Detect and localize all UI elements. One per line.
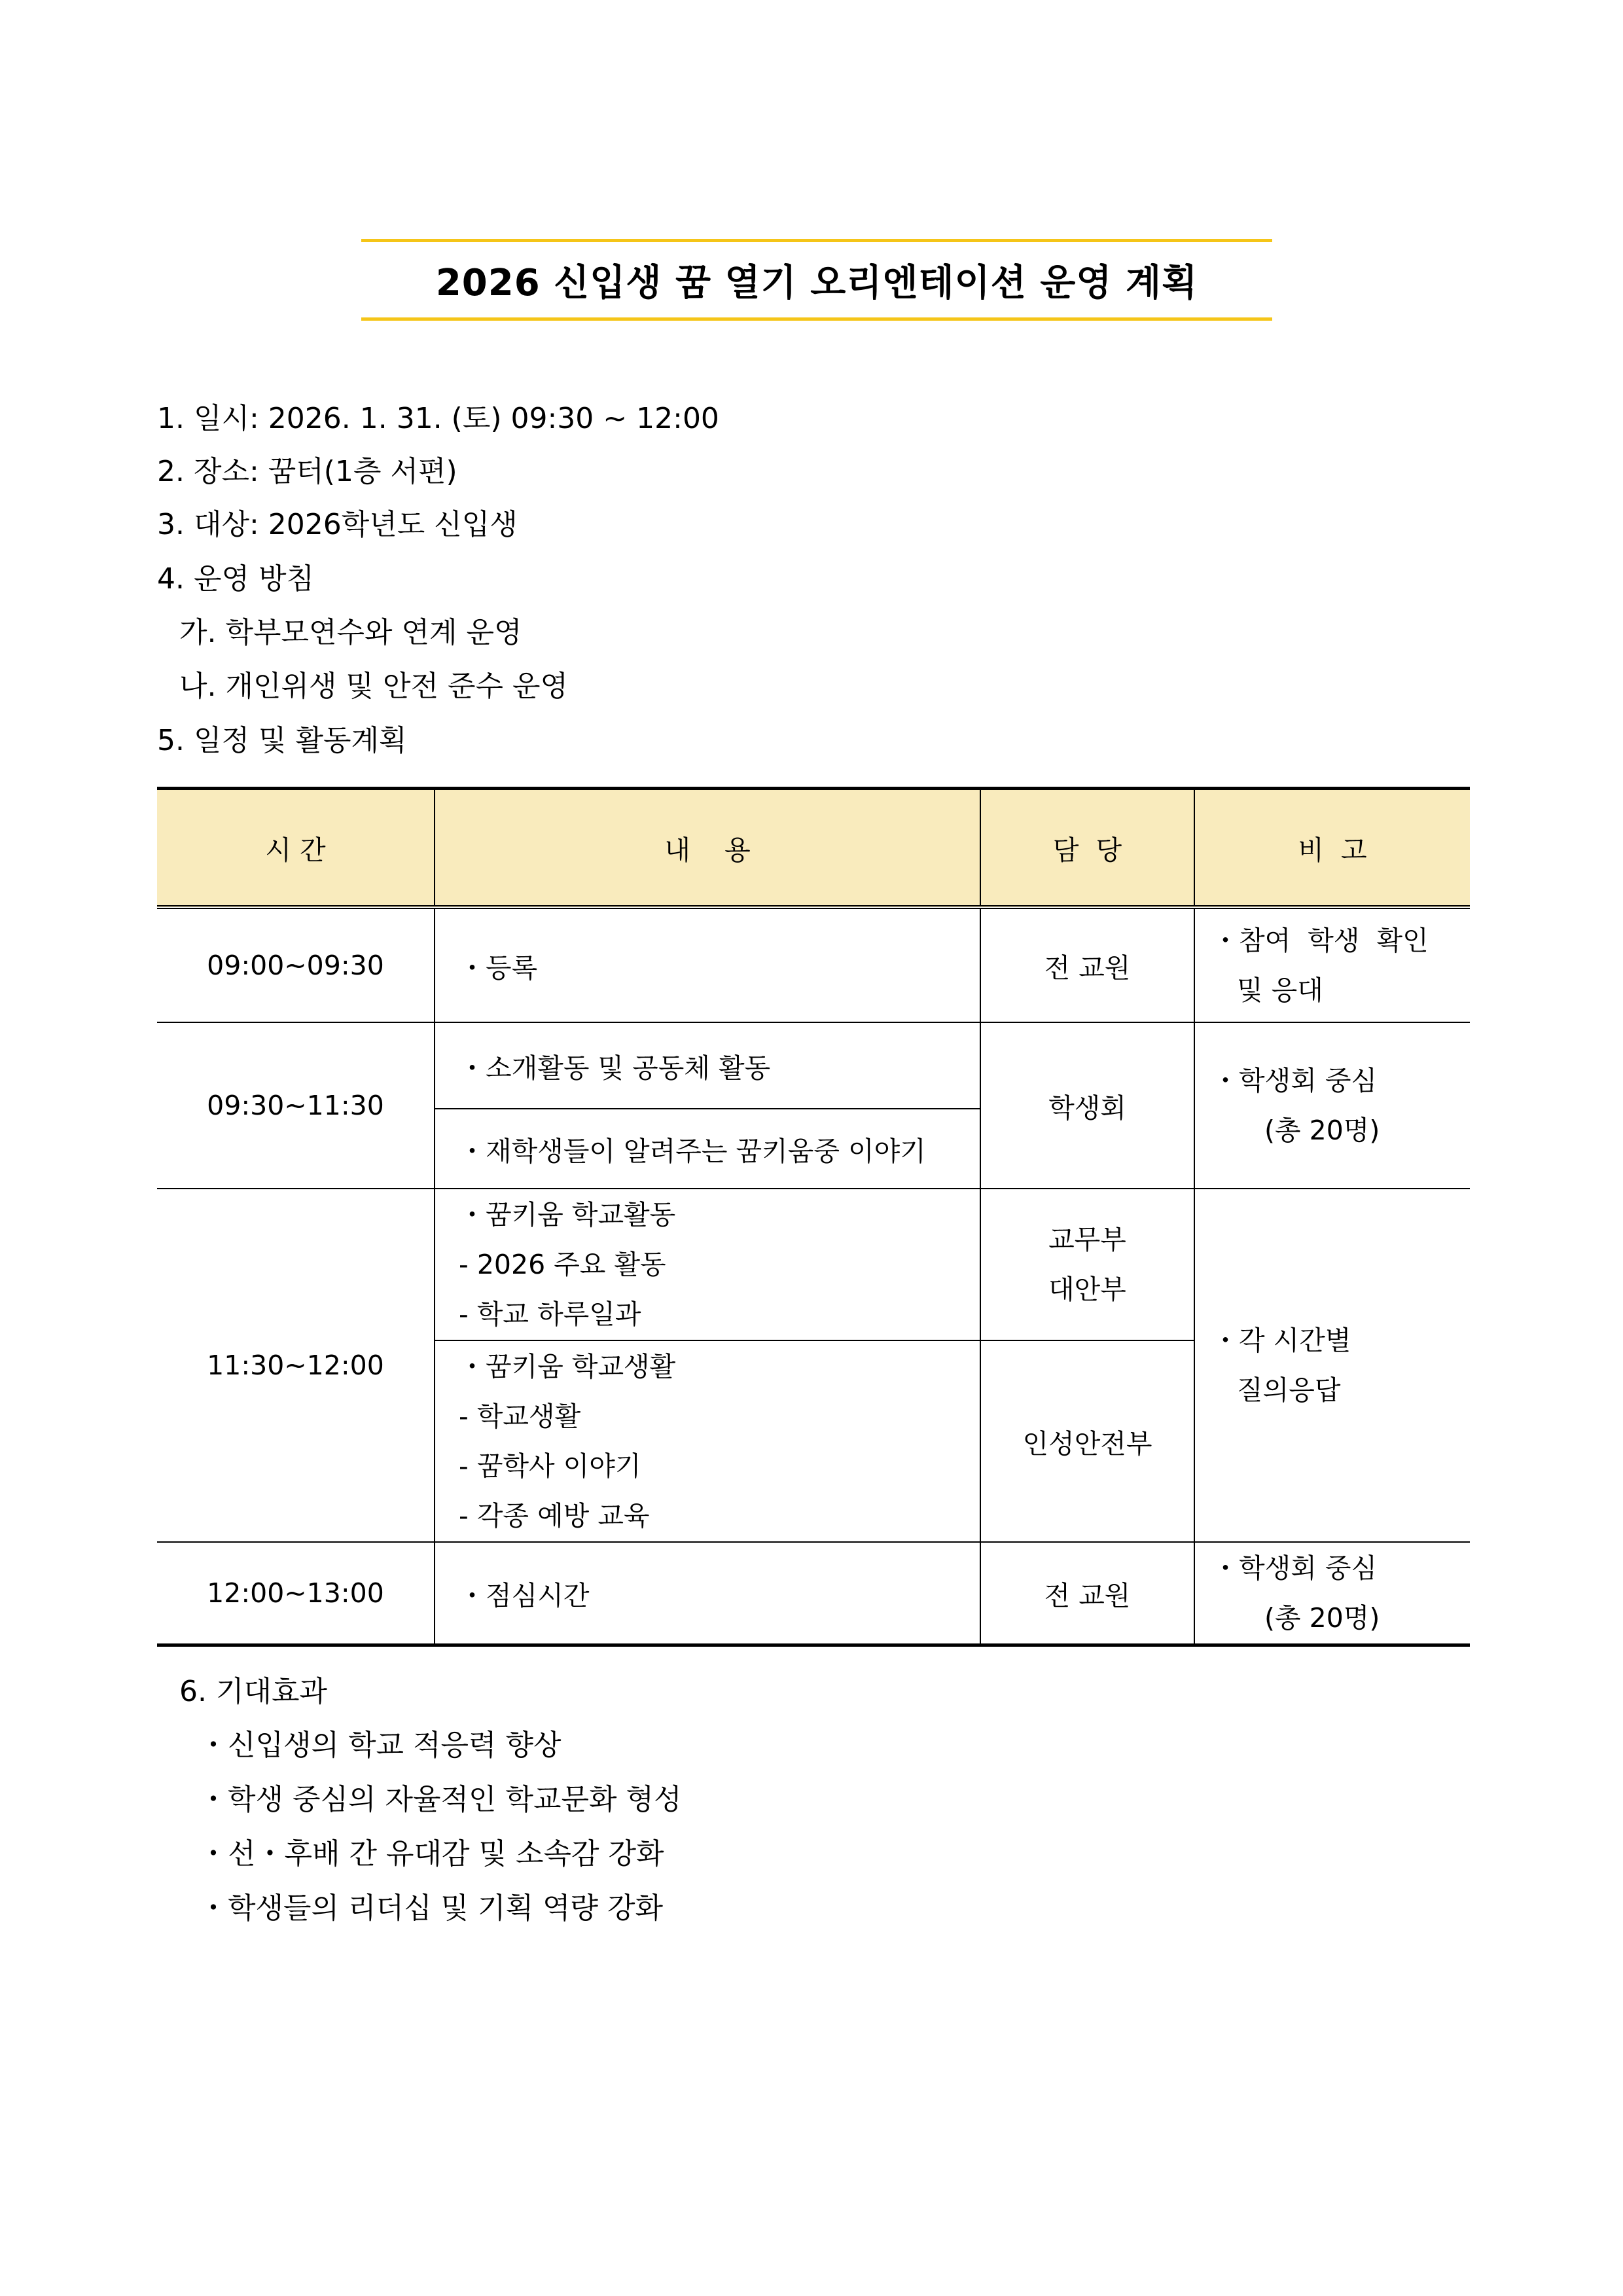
note-cell [1194, 1189, 1470, 1542]
effect-item: ・신입생의 학교 적응력 향상 [199, 1729, 562, 1762]
content-cell [435, 1189, 980, 1340]
effect-item: ・학생 중심의 자율적인 학교문화 형성 [199, 1783, 682, 1816]
time-cell: 09:00~09:30 [157, 907, 435, 1022]
note-cell [1194, 1022, 1470, 1189]
section-policy: 4. 운영 방침 [157, 562, 314, 596]
effect-item: ・학생들의 리더십 및 기획 역량 강화 [199, 1892, 663, 1925]
section-effects: 6. 기대효과 [179, 1675, 327, 1708]
header-content: 내 용 [435, 789, 980, 908]
policy-item-a: 가. 학부모연수와 연계 운영 [179, 616, 522, 649]
note-line: 질의응답 [1237, 1374, 1341, 1406]
content-cell: ・소개활동 및 공동체 활동 [435, 1022, 980, 1109]
schedule-table [157, 787, 1470, 1647]
content-cell: ・등록 [435, 907, 980, 1022]
staff-line: 대안부 [1048, 1274, 1126, 1305]
section-place: 2. 장소: 꿈터(1층 서편) [157, 455, 457, 488]
time-cell: 09:30~11:30 [157, 1022, 435, 1189]
header-time: 시 간 [157, 789, 435, 908]
header-note: 비 고 [1194, 789, 1470, 908]
content-line: - 학교생활 [459, 1401, 581, 1432]
note-line: ・학생회 중심 [1212, 1065, 1378, 1096]
content-line: - 2026 주요 활동 [459, 1249, 666, 1280]
effect-item: ・선・후배 간 유대감 및 소속감 강화 [199, 1837, 664, 1871]
section-target: 3. 대상: 2026학년도 신입생 [157, 508, 518, 541]
document-title: 2026 신입생 꿈 열기 오리엔테이션 운영 계획 [435, 261, 1198, 304]
staff-cell [980, 1189, 1194, 1340]
staff-line: 교무부 [1048, 1224, 1126, 1255]
note-cell [1194, 907, 1470, 1022]
note-line: ・학생회 중심 [1212, 1552, 1378, 1584]
content-line: - 꿈학사 이야기 [459, 1450, 641, 1482]
note-line: (총 20명) [1264, 1115, 1380, 1146]
table-row [157, 1022, 1470, 1109]
time-cell: 11:30~12:00 [157, 1189, 435, 1542]
table-row [157, 1542, 1470, 1645]
title-box [361, 239, 1272, 321]
section-schedule: 5. 일정 및 활동계획 [157, 724, 407, 757]
staff-cell: 전 교원 [980, 1542, 1194, 1645]
content-line: - 각종 예방 교육 [459, 1500, 650, 1532]
staff-cell: 인성안전부 [980, 1340, 1194, 1542]
table-row [157, 1189, 1470, 1340]
note-line: ・각 시간별 [1212, 1325, 1351, 1356]
content-line: ・꿈키움 학교생활 [459, 1351, 676, 1382]
content-line: ・꿈키움 학교활동 [459, 1199, 676, 1230]
note-line: ・참여 학생 확인 [1212, 925, 1429, 956]
header-staff: 담 당 [980, 789, 1194, 908]
policy-item-b: 나. 개인위생 및 안전 준수 운영 [179, 670, 568, 703]
time-cell: 12:00~13:00 [157, 1542, 435, 1645]
section-date: 1. 일시: 2026. 1. 31. (토) 09:30 ~ 12:00 [157, 402, 719, 435]
content-cell: ・점심시간 [435, 1542, 980, 1645]
note-line: (총 20명) [1264, 1602, 1380, 1634]
content-cell: ・재학생들이 알려주는 꿈키움중 이야기 [435, 1109, 980, 1189]
table-row [157, 907, 1470, 1022]
note-line: 및 응대 [1237, 975, 1323, 1006]
content-cell [435, 1340, 980, 1542]
note-cell [1194, 1542, 1470, 1645]
content-line: - 학교 하루일과 [459, 1299, 641, 1330]
table-header-row [157, 789, 1470, 908]
staff-cell: 학생회 [980, 1022, 1194, 1189]
staff-cell: 전 교원 [980, 907, 1194, 1022]
